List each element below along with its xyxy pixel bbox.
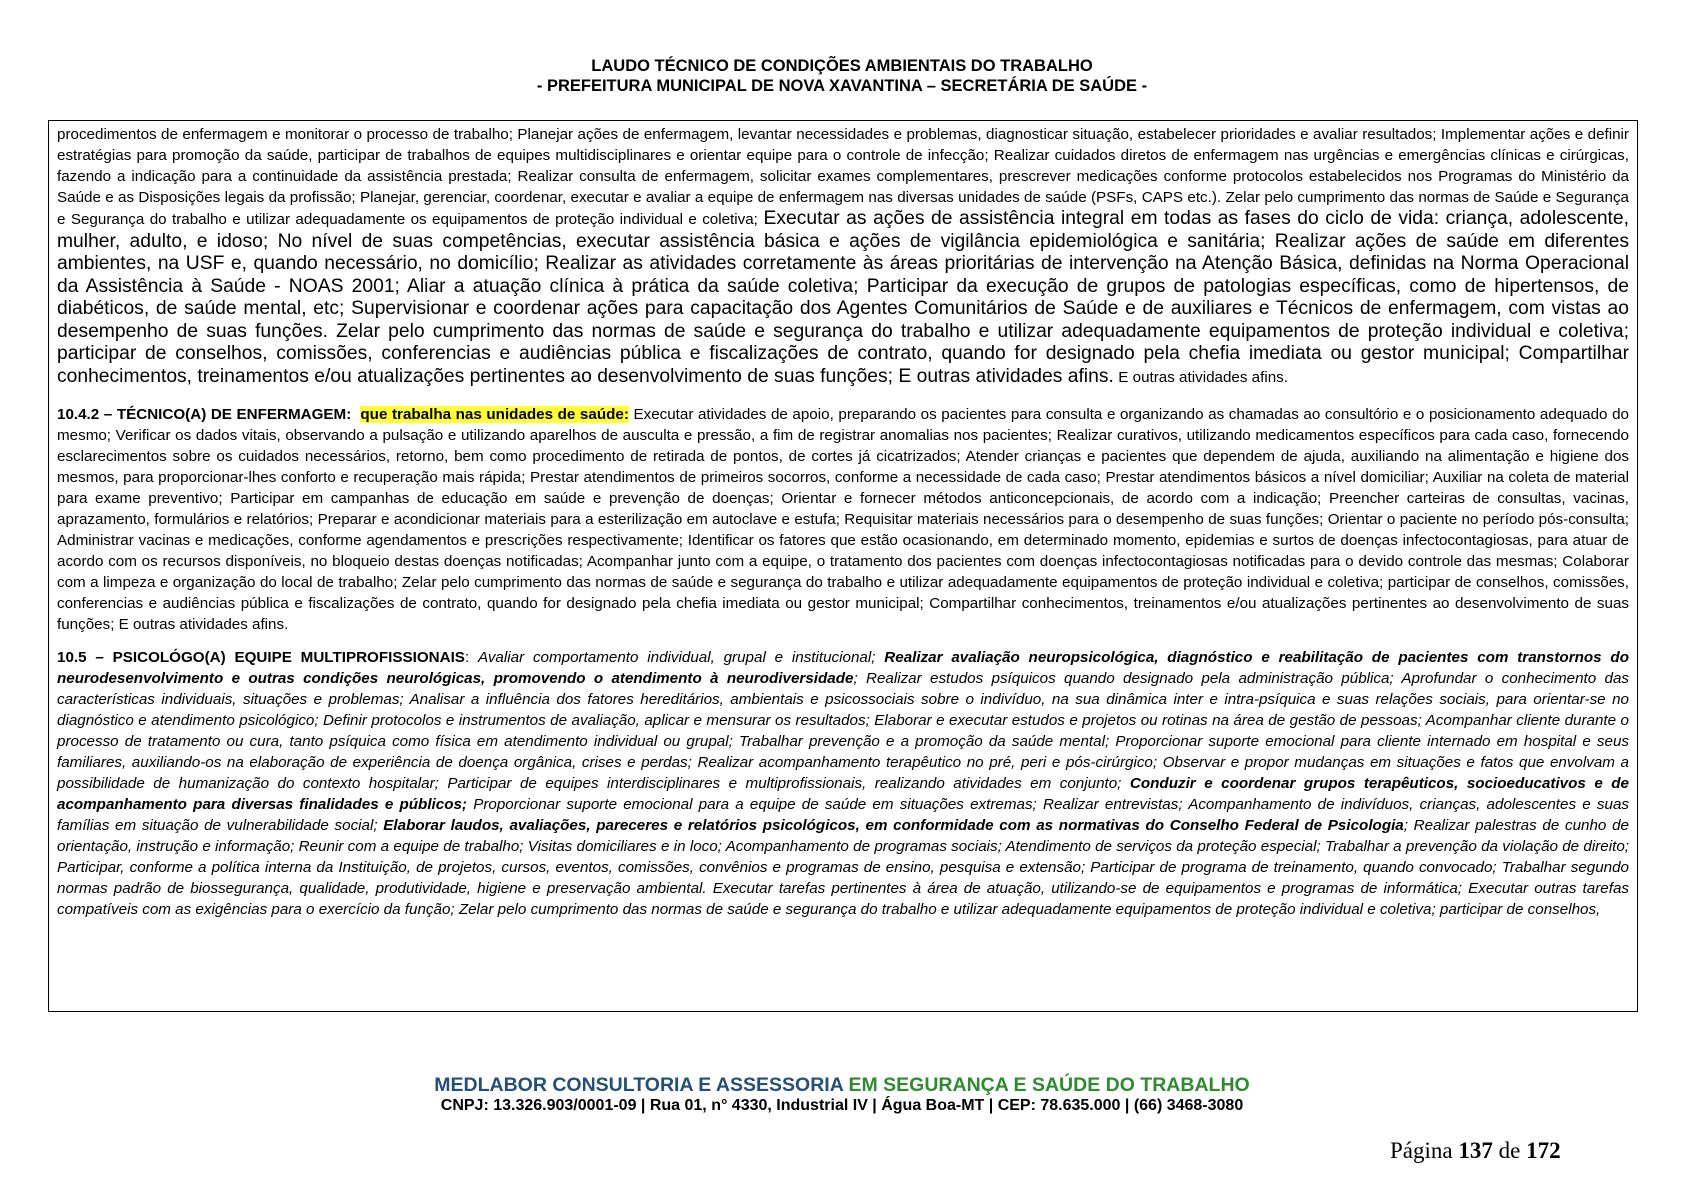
italic-text: ; Realizar estudos psíquicos quando designado pela administração pública; Aprofundar o conhecimento das características individuais, situações e problemas; Analisar a influência dos fatores hereditários, ambientais e psicossociais sobre o indivíduo, na sua dinâmica inter e intra-psíquica e suas relações sociais, para orientar-se no diagnóstico e atendimento psicológico; Definir protocolos e instrumentos de avaliação, aplicar e mensurar os resultados; Elaborar e executar estudos e projetos ou rotinas na área de gestão de pessoas; Acompanhar cliente durante o processo de tratamento ou cura, tanto psíquica como física em atendimento individual ou grupal; Trabalhar prevenção e a promoção da saúde mental; Proporcionar suporte emocional para cliente internado em hospital e seus familiares, auxiliando-os na elaboração de experiência de doença orgânica, crises e perdas; Realizar acompanhamento terapêutico no pré, peri e pós-cirúrgico; Observar e propor mudanças em situações e fatos que envolvam a possibilidade de humanização do contexto hospitalar; Participar de equipes interdisciplinares e multiprofissionais, realizando atividades em conjunto; bbox=[57, 670, 1630, 792]
bold-italic-text: Conduzir e coordenar grupos terapêuticos, socioeducativos e de acompanhamento para diversas finalidades e públicos; bbox=[57, 775, 1629, 813]
italic-text: Proporcionar suporte emocional para a equipe de saúde em situações extremas; Realizar entrevistas; Acompanhamento de indivíduos, crianças, adolescentes e suas famílias em situação de vulnerabilidade social; bbox=[57, 796, 1630, 834]
footer-contact: CNPJ: 13.326.903/0001-09 | Rua 01, n° 4330, Industrial IV | Água Boa-MT | CEP: 78.635.000 | (66) 3468-3080 bbox=[440, 1097, 1244, 1114]
bold-italic-text: Elaborar laudos, avaliações, pareceres e relatórios psicológicos, em conformidade com as normativas do Conselho Federal de Psicologia bbox=[383, 817, 1404, 834]
page-current: 137 bbox=[1458, 1138, 1493, 1163]
large-text-run: Executar as ações de assistência integral em todas as fases do ciclo de vida: criança, adolescente, mulher, adulto, e idoso; No nível de suas competências, executar assistência básica e ações de vigilância epidemiológica e sanitária; Realizar ações de saúde em diferentes ambientes, na USF e, quando necessário, no domicílio; Realizar as atividades corretamente às áreas prioritárias de intervenção na Atenção Básica, definidas na Norma Operacional da Assistência à Saúde - NOAS 2001; Aliar a atuação clínica à prática da saúde coletiva; Participar da execução de grupos de patologias específicas, como de hipertensos, de diabéticos, de saúde mental, etc; Supervisionar e coordenar ações para capacitação dos Agentes Comunitários de Saúde e de auxiliares e Técnicos de enfermagem, com vistas ao desempenho de suas funções. Zelar pelo cumprimento das normas de saúde e segurança do trabalho e utilizar adequadamente equipamentos de proteção individual e coletiva; participar de conselhos, comissões, conferencias e audiências pública e fiscalizações de contrato, quando for designado pela chefia imediata ou gestor municipal; Compartilhar conhecimentos, treinamentos e/ou atualizações pertinentes ao desenvolvimento de suas funções; E outras atividades afins. bbox=[57, 208, 1629, 387]
section-tecnico-enfermagem bbox=[57, 404, 1629, 635]
tail-text: E outras atividades afins. bbox=[1118, 368, 1288, 386]
highlighted-text: que trabalha nas unidades de saúde: bbox=[360, 406, 629, 423]
company-tagline: EM SEGURANÇA E SAÚDE DO TRABALHO bbox=[848, 1074, 1250, 1096]
section-heading: 10.4.2 – TÉCNICO(A) DE ENFERMAGEM: bbox=[57, 406, 352, 423]
section-body: Executar atividades de apoio, preparando os pacientes para consulta e organizando as chamadas ao consultório e o posicionamento adequado do mesmo; Verificar os dados vitais, observando a pulsação e utilizando aparelhos de ausculta e pressão, a fim de registrar anomalias nos pacientes; Realizar curativos, utilizando medicamentos específicos para cada caso, fornecendo esclarecimentos sobre os cuidados necessários, retorno, bem como procedimento de retirada de pontos, de cortes já cicatrizados; Atender crianças e pacientes que dependem de ajuda, auxiliando na alimentação e higiene dos mesmos, para proporcionar-lhes conforto e recuperação mais rápida; Prestar atendimentos de primeiros socorros, conforme a necessidade de cada caso; Prestar atendimentos básicos a nível domiciliar; Auxiliar na coleta de material para exame preventivo; Participar em campanhas de educação em saúde e prevenção de doenças; Orientar e fornecer métodos anticoncepcionais, de acordo com a indicação; Preencher carteiras de consultas, vacinas, aprazamento, formulários e relatórios; Preparar e acondicionar materiais para a esterilização em autoclave e estufa; Requisitar materiais necessários para o desempenho de suas funções; Orientar o paciente no período pós-consulta; Administrar vacinas e medicações, conforme agendamentos e prescrições respectivamente; Identificar os fatores que estão ocasionando, em determinado momento, epidemias e surtos de doenças infectocontagiosas, para atuar de acordo com os recursos disponíveis, no bloqueio destas doenças notificadas; Acompanhar junto com a equipe, o tratamento dos pacientes com doenças infectocontagiosas notificadas para o devido controle das mesmas; Colaborar com a limpeza e organização do local de trabalho; Zelar pelo cumprimento das normas de saúde e segurança do trabalho e utilizar adequadamente equipamentos de proteção individual e coletiva; participar de conselhos, comissões, conferencias e audiências pública e fiscalizações de contrato, quando for designado pela chefia imediata ou gestor municipal; Compartilhar conhecimentos, treinamentos e/ou atualizações pertinentes ao desenvolvimento de suas funções; E outras atividades afins. bbox=[57, 406, 1629, 633]
bold-italic-text: Realizar avaliação neuropsicológica, diagnóstico e reabilitação de pacientes com transtornos do neurodesenvolvimento e outras condições neurológicas, promovendo o atendimento à neurodiversidade bbox=[57, 649, 1629, 687]
italic-text: ; Realizar palestras de cunho de orientação, instrução e informação; Reunir com a equipe de trabalho; Visitas domiciliares e in loco; Acompanhamento de programas sociais; Atendimento de serviços da proteção especial; Trabalhar a prevenção da violação de direito; Participar, conforme a política interna da Instituição, de projetos, cursos, eventos, comissões, convênios e programas de ensino, pesquisa e extensão; Participar de programa de treinamento, quando convocado; Trabalhar segundo normas padrão de biossegurança, qualidade, produtividade, higiene e preservação ambiental. Executar tarefas pertinentes à área de atuação, utilizando-se de equipamentos e programas de informática; Executar outras tarefas compatíveis com as exigências para o exercício da função; Zelar pelo cumprimento das normas de saúde e segurança do trabalho e utilizar adequadamente equipamentos de proteção individual e coletiva; participar de conselhos, bbox=[57, 817, 1629, 918]
header-subtitle: - PREFEITURA MUNICIPAL DE NOVA XAVANTINA – SECRETÁRIA DE SAÚDE - bbox=[536, 77, 1148, 95]
footer-company bbox=[0, 1074, 1684, 1097]
company-name: MEDLABOR CONSULTORIA E ASSESSORIA bbox=[434, 1074, 844, 1096]
page-label: Página bbox=[1390, 1138, 1453, 1163]
page-number bbox=[1390, 1138, 1561, 1164]
paragraph-enfermeiro-continuation bbox=[57, 124, 1629, 388]
italic-text: Avaliar comportamento individual, grupal e institucional; bbox=[477, 649, 876, 666]
content-frame bbox=[48, 120, 1638, 1012]
page-total: 172 bbox=[1526, 1138, 1561, 1163]
section-heading: 10.5 – PSICOLÓGO(A) EQUIPE MULTIPROFISSIONAIS bbox=[57, 649, 465, 666]
small-text-run: procedimentos de enfermagem e monitorar o processo de trabalho; Planejar ações de enfermagem, levantar necessidades e problemas, diagnosticar situação, estabelecer prioridades e avaliar resultados; Implementar ações e definir estratégias para promoção da saúde, participar de trabalhos de equipes multidisciplinares e orientar equipe para o controle de infecção; Realizar cuidados diretos de enfermagem nas urgências e emergências clínicas e cirúrgicas, fazendo a indicação para a continuidade da assistência prestada; Realizar consulta de enfermagem, solicitar exames complementares, prescrever medicações conforme protocolos estabelecidos nos Programas do Ministério da Saúde e as Disposições legais da profissão; Planejar, gerenciar, coordenar, executar e avaliar a equipe de enfermagem nas diversas unidades de saúde (PSFs, CAPS etc.). Zelar pelo cumprimento das normas de Saúde e Segurança e Segurança do trabalho e utilizar adequadamente os equipamentos de proteção individual e coletiva; bbox=[57, 126, 1629, 228]
header-title: LAUDO TÉCNICO DE CONDIÇÕES AMBIENTAIS DO TRABALHO bbox=[591, 57, 1093, 75]
heading-colon: : bbox=[464, 649, 470, 666]
section-psicologo bbox=[57, 647, 1629, 920]
page-of: de bbox=[1498, 1138, 1521, 1163]
document-header bbox=[0, 56, 1684, 96]
